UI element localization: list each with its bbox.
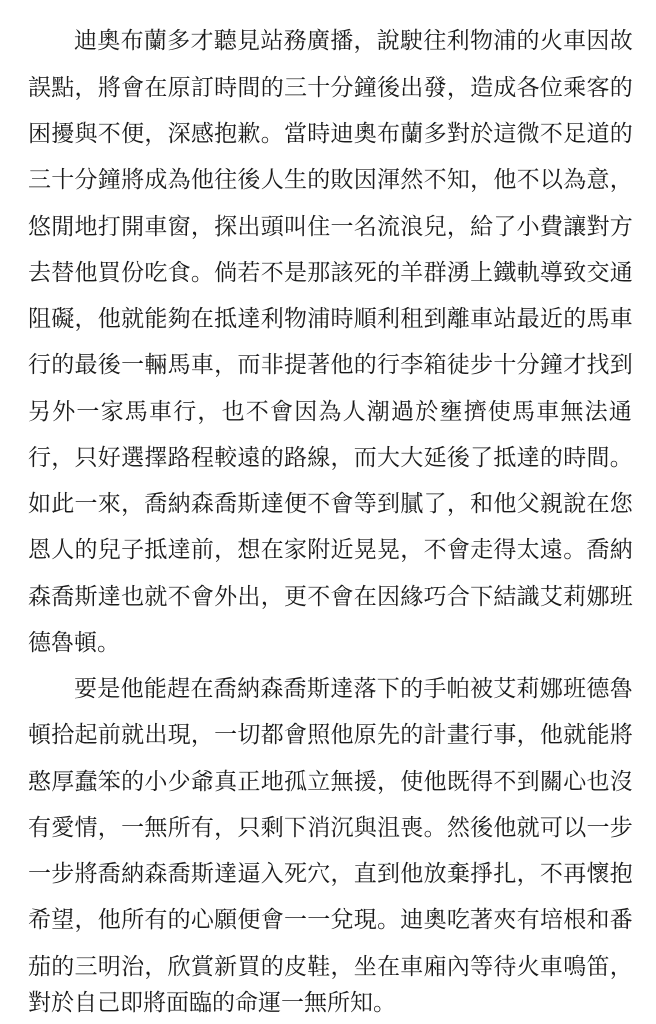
- text-line: [0, 345, 656, 385]
- text-line: [0, 253, 656, 293]
- text-line: [0, 623, 656, 663]
- text-line: [0, 762, 656, 802]
- text-line: [0, 577, 656, 617]
- text-line-content: 希望，他所有的心願便會一一兌現。迪奧吃著夾有培根和番: [28, 907, 633, 933]
- text-line: [0, 808, 656, 848]
- text-line-content: 對於自己即將面臨的命運一無所知。: [28, 990, 396, 1016]
- text-line: [0, 983, 656, 1023]
- text-line-content: 德魯頓。: [28, 630, 120, 656]
- text-line: [0, 21, 656, 61]
- text-line: [0, 854, 656, 894]
- text-line-content: 恩人的兒子抵達前，想在家附近晃晃，不會走得太遠。喬納: [28, 537, 633, 563]
- text-line-content: 要是他能趕在喬納森喬斯達落下的手帕被艾莉娜班德魯: [74, 676, 633, 702]
- text-line-content: 阻礙，他就能夠在抵達利物浦時順利租到離車站最近的馬車: [28, 306, 633, 332]
- text-line: [0, 947, 656, 987]
- text-line: [0, 160, 656, 200]
- text-line-content: 誤點，將會在原訂時間的三十分鐘後出發，造成各位乘客的: [28, 75, 633, 101]
- text-line-content: 茄的三明治，欣賞新買的皮鞋，坐在車廂內等待火車鳴笛，: [28, 954, 633, 980]
- text-line-content: 悠閒地打開車窗，探出頭叫住一名流浪兒，給了小費讓對方: [28, 214, 633, 240]
- text-line-content: 如此一來，喬納森喬斯達便不會等到膩了，和他父親說在您: [28, 491, 633, 517]
- text-line-content: 困擾與不便，深感抱歉。當時迪奧布蘭多對於這微不足道的: [28, 121, 633, 147]
- text-line: [0, 715, 656, 755]
- text-line-content: 有愛情，一無所有，只剩下消沉與沮喪。然後他就可以一步: [28, 815, 633, 841]
- text-line-content: 去替他買份吃食。倘若不是那該死的羊群湧上鐵軌導致交通: [28, 260, 633, 286]
- text-line-content: 三十分鐘將成為他往後人生的敗因渾然不知，他不以為意，: [28, 167, 633, 193]
- text-line: [0, 68, 656, 108]
- text-line-content: 憨厚蠢笨的小少爺真正地孤立無援，使他既得不到關心也沒: [28, 769, 633, 795]
- text-line-content: 另外一家馬車行，也不會因為人潮過於壅擠使馬車無法通: [28, 399, 633, 425]
- text-line: [0, 392, 656, 432]
- text-line-content: 迪奧布蘭多才聽見站務廣播，說駛往利物浦的火車因故: [74, 28, 633, 54]
- text-line: [0, 530, 656, 570]
- text-line: [0, 438, 656, 478]
- text-line-content: 行，只好選擇路程較遠的路線，而大大延後了抵達的時間。: [28, 445, 633, 471]
- text-line-content: 行的最後一輛馬車，而非提著他的行李箱徒步十分鐘才找到: [28, 352, 633, 378]
- text-line-content: 一步將喬納森喬斯達逼入死穴，直到他放棄掙扎，不再懷抱: [28, 861, 633, 887]
- text-line: [0, 299, 656, 339]
- text-line: [0, 900, 656, 940]
- text-line: [0, 207, 656, 247]
- text-line-content: 頓拾起前就出現，一切都會照他原先的計畫行事，他就能將: [28, 722, 633, 748]
- text-line: [0, 484, 656, 524]
- text-line: [0, 669, 656, 709]
- text-line-content: 森喬斯達也就不會外出，更不會在因緣巧合下結識艾莉娜班: [28, 584, 633, 610]
- text-line: [0, 114, 656, 154]
